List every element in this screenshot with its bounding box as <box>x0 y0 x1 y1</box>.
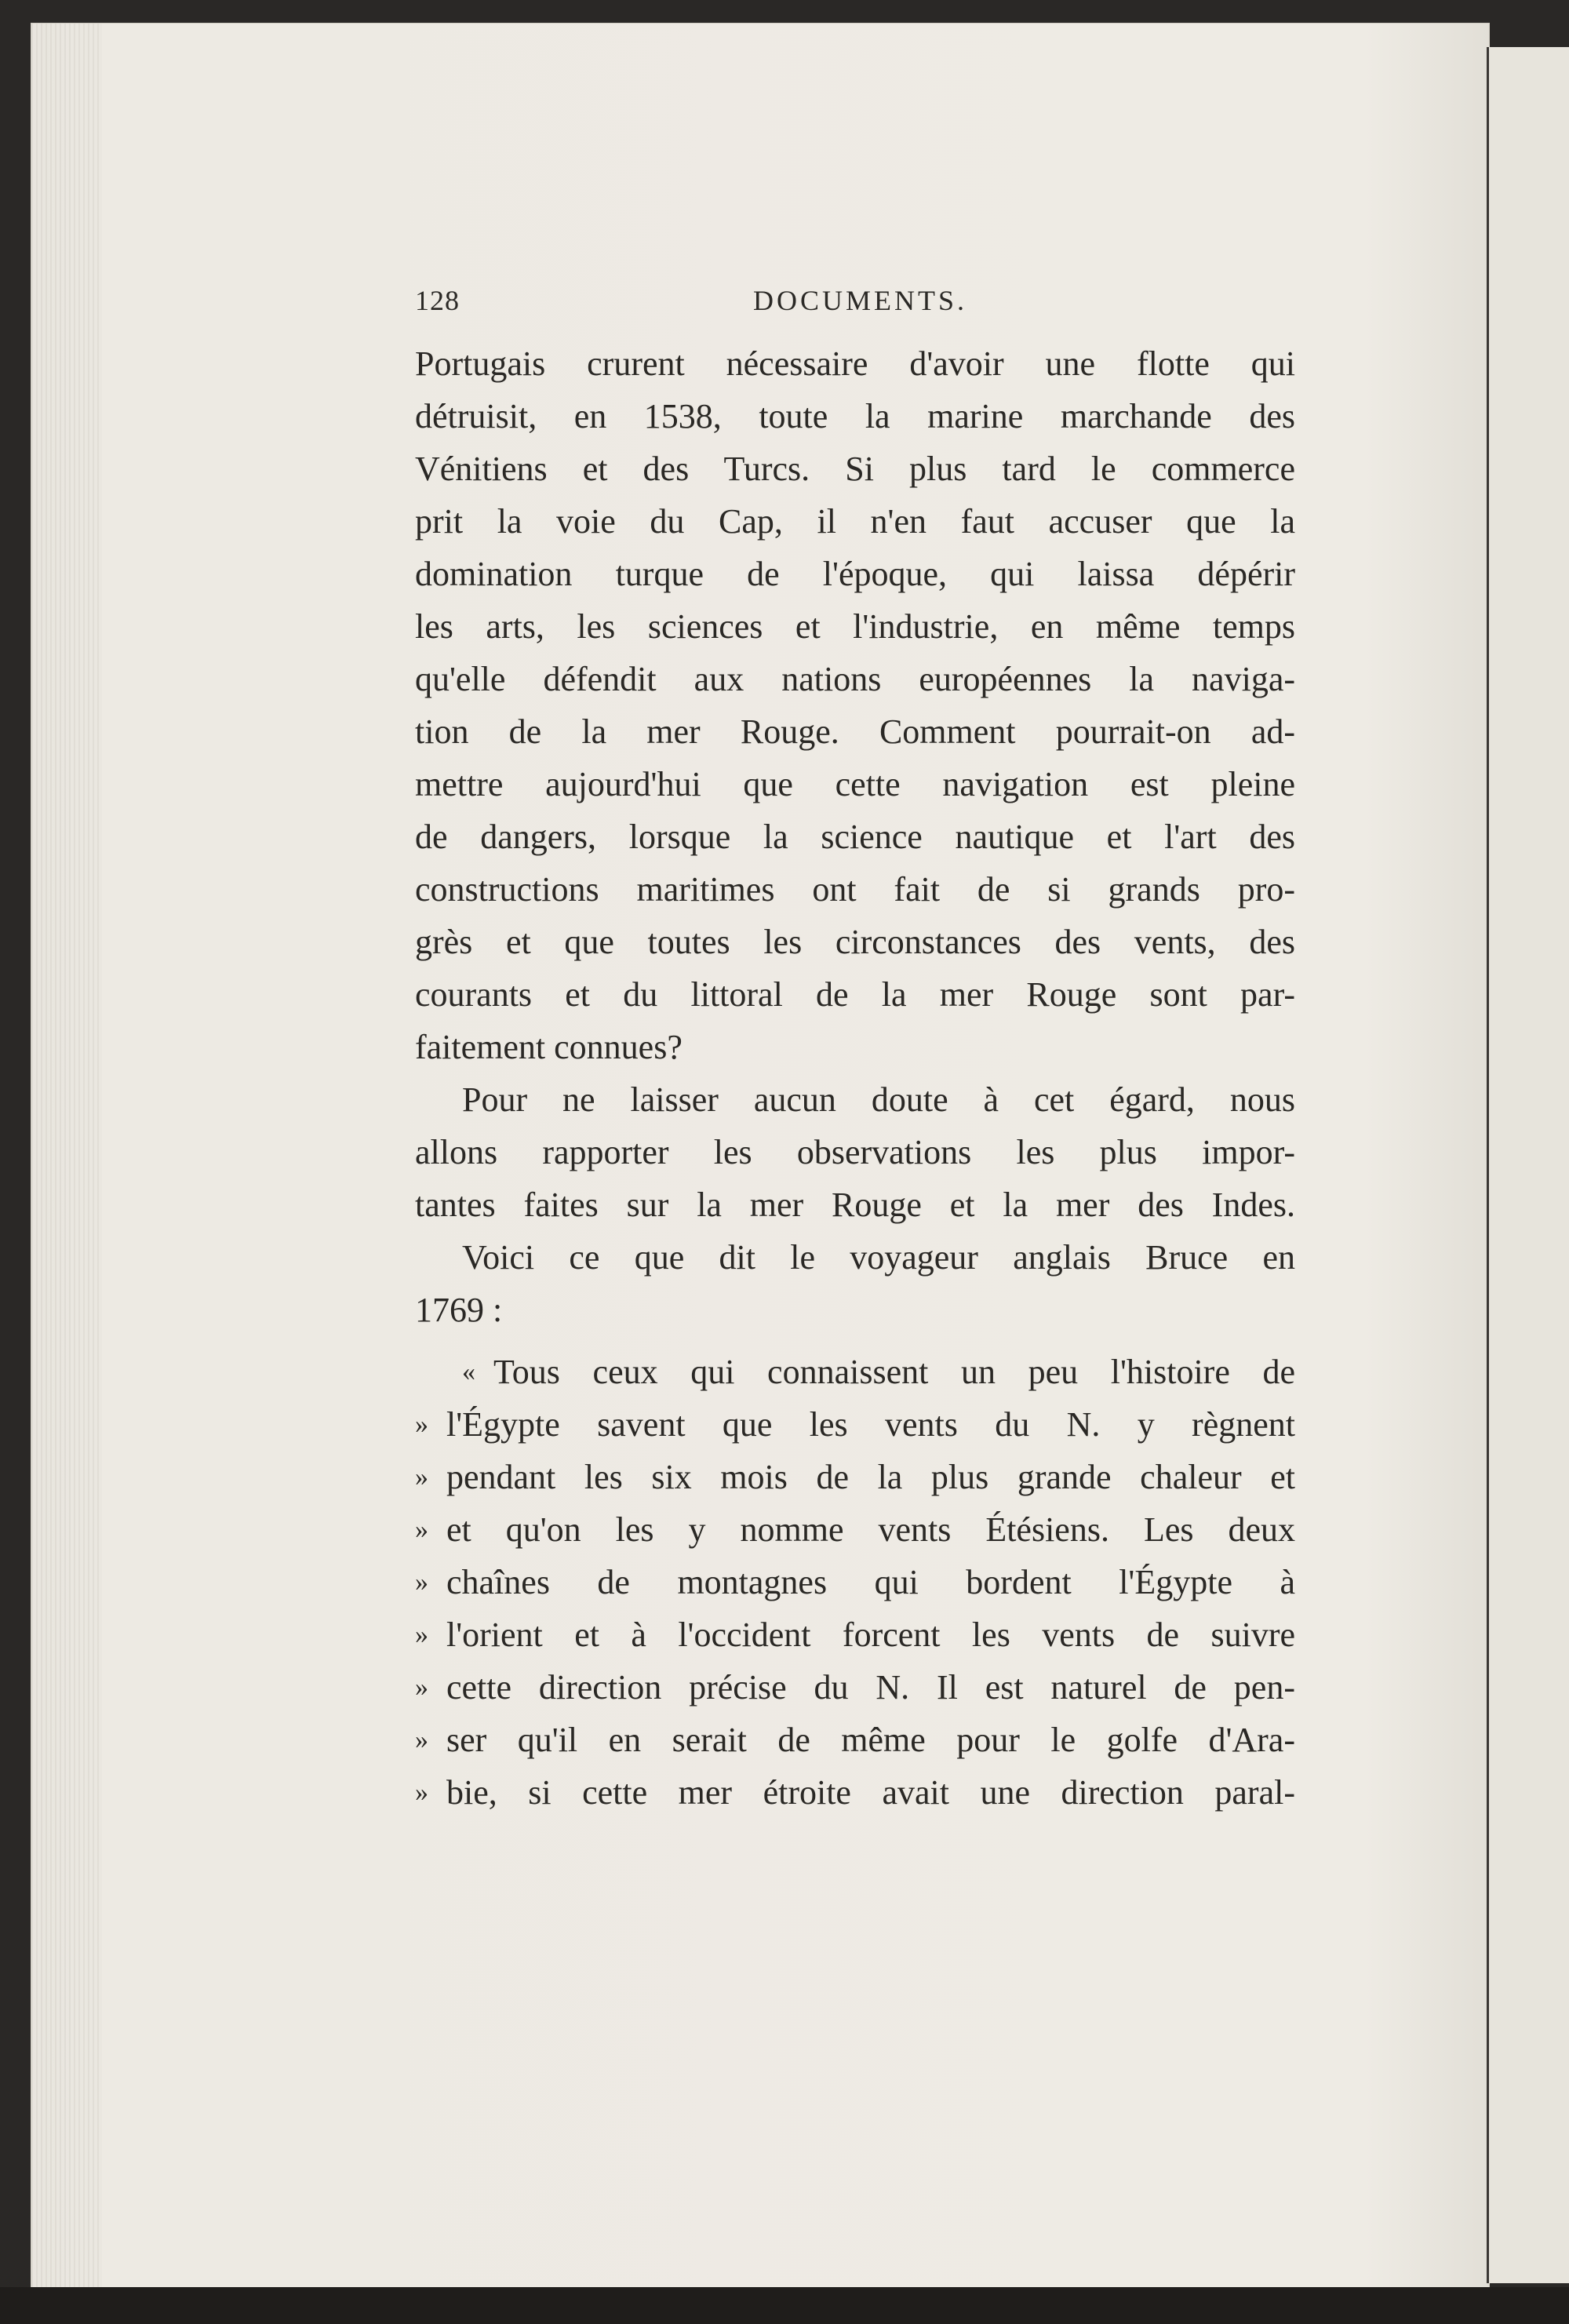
continuation-quote-mark: » <box>415 1725 428 1754</box>
text-line: faitement connues? <box>415 1028 683 1066</box>
facing-page-edge <box>1487 47 1569 2283</box>
quote-line <box>415 1608 1295 1661</box>
body-text <box>415 337 1295 1819</box>
text-line: tion de la mer Rouge. Comment pourrait-on ad- <box>415 712 1295 751</box>
text-line: Pour ne laisser aucun doute à cet égard, nous <box>462 1080 1295 1119</box>
text-line: mettre aujourd'hui que cette navigation est pleine <box>415 765 1295 803</box>
block-quote <box>415 1346 1295 1819</box>
text-line: constructions maritimes ont fait de si grands pro- <box>415 870 1295 909</box>
text-line: prit la voie du Cap, il n'en faut accuser que la <box>415 502 1295 541</box>
quote-line <box>415 1766 1295 1819</box>
paragraph-2 <box>415 1073 1295 1231</box>
quote-line <box>415 1346 1295 1398</box>
open-quote-mark: « <box>462 1357 475 1386</box>
quote-line <box>415 1398 1295 1451</box>
text-line: les arts, les sciences et l'industrie, en même temps <box>415 607 1295 646</box>
quote-line <box>415 1714 1295 1766</box>
page-edge-stack <box>31 24 102 2287</box>
quote-text: ser qu'il en serait de même pour le golfe d'Ara- <box>446 1721 1295 1759</box>
quote-line <box>415 1451 1295 1503</box>
page-number: 128 <box>415 285 460 316</box>
text-line: allons rapporter les observations les plus impor- <box>415 1133 1295 1171</box>
continuation-quote-mark: » <box>415 1620 428 1649</box>
quote-line <box>415 1661 1295 1714</box>
continuation-quote-mark: » <box>415 1410 428 1439</box>
continuation-quote-mark: » <box>415 1515 428 1544</box>
text-line: de dangers, lorsque la science nautique et l'art des <box>415 818 1295 856</box>
quote-text: l'orient et à l'occident forcent les vents de suivre <box>446 1616 1295 1654</box>
continuation-quote-mark: » <box>415 1673 428 1702</box>
quote-line <box>415 1503 1295 1556</box>
quote-text: pendant les six mois de la plus grande chaleur et <box>446 1458 1295 1496</box>
running-header <box>415 284 1295 323</box>
quote-text: bie, si cette mer étroite avait une direction paral- <box>446 1773 1295 1812</box>
quote-text: l'Égypte savent que les vents du N. y règnent <box>446 1405 1295 1444</box>
text-line: Portugais crurent nécessaire d'avoir une flotte qui <box>415 344 1295 383</box>
text-line: tantes faites sur la mer Rouge et la mer des Indes. <box>415 1186 1295 1224</box>
text-line: détruisit, en 1538, toute la marine marchande des <box>415 397 1295 435</box>
paragraph-3 <box>415 1231 1295 1336</box>
text-line: Voici ce que dit le voyageur anglais Bruce en <box>462 1238 1295 1277</box>
paragraph-1 <box>415 337 1295 1073</box>
scan-background <box>0 2287 1569 2324</box>
spacer <box>415 1336 1295 1346</box>
quote-text: Tous ceux qui connaissent un peu l'histoire de <box>493 1353 1295 1391</box>
text-line: qu'elle défendit aux nations européennes la naviga- <box>415 660 1295 698</box>
text-line: Vénitiens et des Turcs. Si plus tard le commerce <box>415 450 1295 488</box>
quote-text: et qu'on les y nomme vents Étésiens. Les deux <box>446 1510 1295 1549</box>
quote-line <box>415 1556 1295 1608</box>
continuation-quote-mark: » <box>415 1778 428 1807</box>
text-line: grès et que toutes les circonstances des vents, des <box>415 923 1295 961</box>
continuation-quote-mark: » <box>415 1463 428 1492</box>
quote-text: cette direction précise du N. Il est naturel de pen- <box>446 1668 1295 1707</box>
running-title: DOCUMENTS. <box>753 285 968 316</box>
continuation-quote-mark: » <box>415 1568 428 1597</box>
text-line: 1769 : <box>415 1291 503 1329</box>
text-line: domination turque de l'époque, qui laissa dépérir <box>415 555 1295 593</box>
text-line: courants et du littoral de la mer Rouge sont par- <box>415 975 1295 1014</box>
quote-text: chaînes de montagnes qui bordent l'Égypte à <box>446 1563 1295 1601</box>
